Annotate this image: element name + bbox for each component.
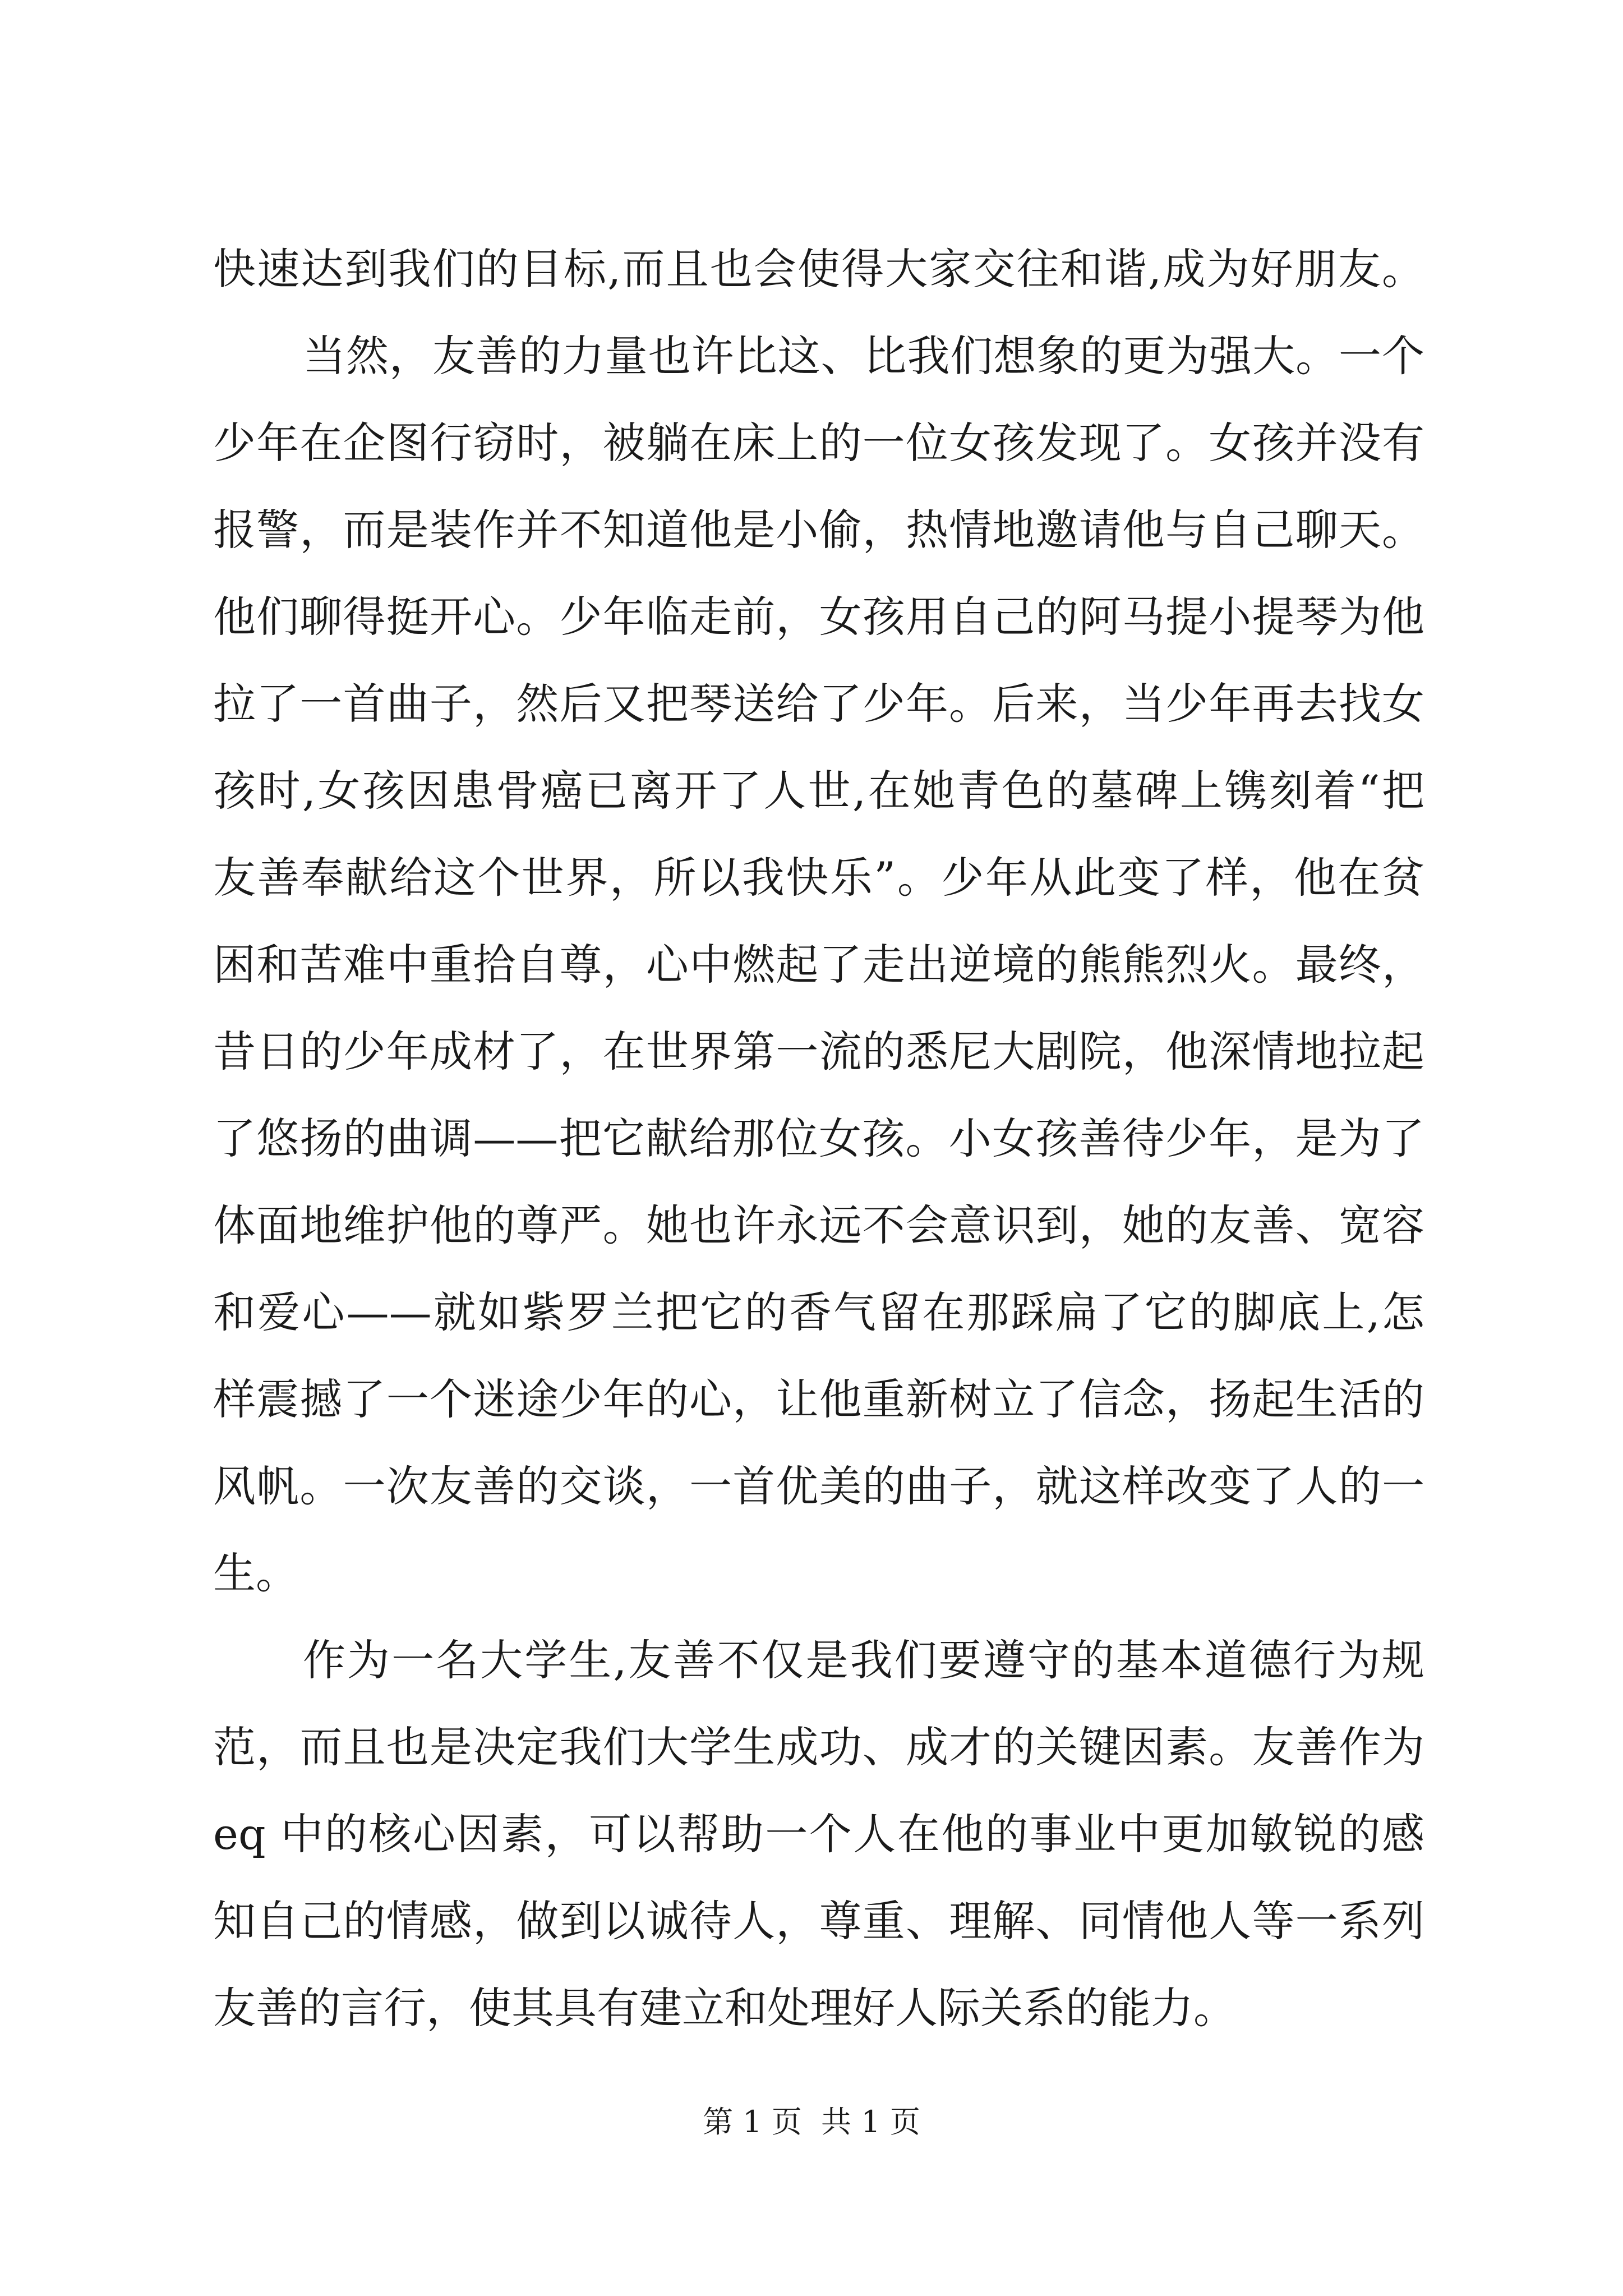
text-line: 他们聊得挺开心。少年临走前，女孩用自己的阿马提小提琴为他 bbox=[213, 592, 1424, 642]
text-line: eq 中的核心因素，可以帮助一个人在他的事业中更加敏锐的感 bbox=[213, 1809, 1424, 1859]
text-line: 作为一名大学生,友善不仅是我们要遵守的基本道德行为规 bbox=[303, 1635, 1424, 1685]
text-line: 范，而且也是决定我们大学生成功、成才的关键因素。友善作为 bbox=[213, 1722, 1424, 1772]
text-line: 友善的言行，使其具有建立和处理好人际关系的能力。 bbox=[213, 1983, 1236, 2033]
text-line: 报警，而是装作并不知道他是小偷，热情地邀请他与自己聊天。 bbox=[213, 505, 1424, 555]
text-line: 样震撼了一个迷途少年的心，让他重新树立了信念，扬起生活的 bbox=[213, 1374, 1424, 1424]
text-line: 生。 bbox=[213, 1548, 298, 1598]
text-line: 风帆。一次友善的交谈，一首优美的曲子，就这样改变了人的一 bbox=[213, 1461, 1424, 1511]
text-line: 快速达到我们的目标,而且也会使得大家交往和谐,成为好朋友。 bbox=[213, 244, 1424, 294]
text-line: 知自己的情感，做到以诚待人，尊重、理解、同情他人等一系列 bbox=[213, 1896, 1424, 1946]
text-line: 和爱心——就如紫罗兰把它的香气留在那踩扁了它的脚底上,怎 bbox=[213, 1287, 1424, 1337]
text-line: 孩时,女孩因患骨癌已离开了人世,在她青色的墓碑上镌刻着“把 bbox=[213, 766, 1424, 816]
text-line: 昔日的少年成材了，在世界第一流的悉尼大剧院，他深情地拉起 bbox=[213, 1027, 1424, 1076]
text-line: 了悠扬的曲调——把它献给那位女孩。小女孩善待少年，是为了 bbox=[213, 1114, 1424, 1163]
text-line: 拉了一首曲子，然后又把琴送给了少年。后来，当少年再去找女 bbox=[213, 679, 1424, 729]
text-line: 少年在企图行窃时，被躺在床上的一位女孩发现了。女孩并没有 bbox=[213, 418, 1424, 468]
paragraph bbox=[213, 1617, 1424, 2051]
text-line: 当然，友善的力量也许比这、比我们想象的更为强大。一个 bbox=[303, 331, 1424, 381]
paragraph bbox=[213, 312, 1424, 1617]
page-number-footer: 第 1 页 共 1 页 bbox=[703, 2104, 920, 2139]
paragraph bbox=[213, 226, 1424, 312]
text-line: 体面地维护他的尊严。她也许永远不会意识到，她的友善、宽容 bbox=[213, 1200, 1424, 1250]
document-body bbox=[213, 226, 1424, 2051]
text-line: 困和苦难中重拾自尊，心中燃起了走出逆境的熊熊烈火。最终， bbox=[213, 940, 1424, 990]
text-line: 友善奉献给这个世界，所以我快乐”。少年从此变了样，他在贫 bbox=[213, 853, 1424, 903]
